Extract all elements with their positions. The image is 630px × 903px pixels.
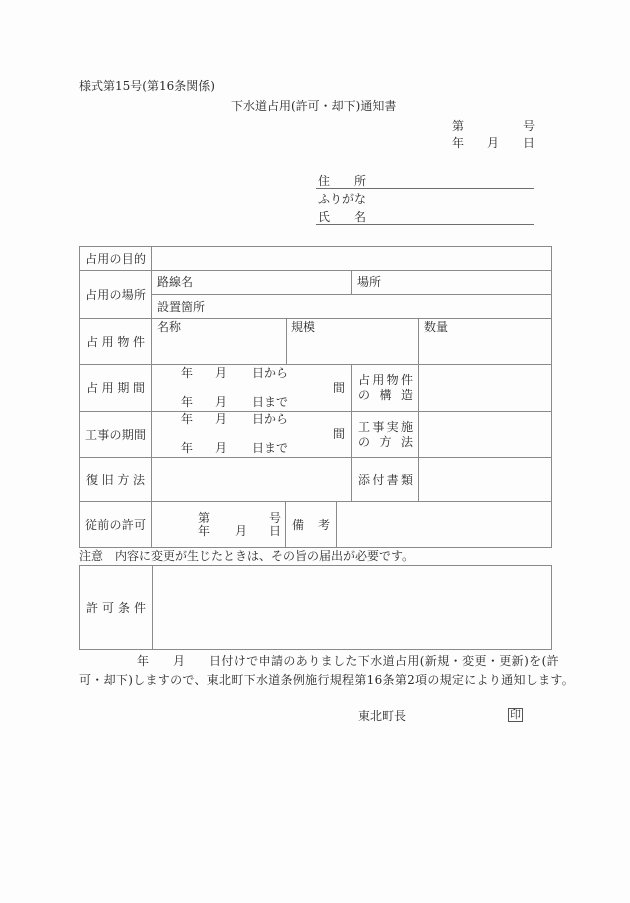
period-from-year: 年 bbox=[181, 366, 194, 380]
issuer-title: 東北町長 bbox=[358, 709, 407, 723]
period-suffix: 間 bbox=[333, 381, 346, 395]
restoration-label: 復旧方法 bbox=[86, 472, 145, 487]
attachments-value-cell[interactable] bbox=[418, 457, 552, 502]
construction-from-day: 日から bbox=[252, 412, 289, 426]
period-label-cell bbox=[79, 364, 152, 412]
location-label: 占用の場所 bbox=[85, 287, 146, 302]
doc-no-suffix: 号 bbox=[523, 119, 536, 133]
body-line1-rest: 日付けで申請のありました下水道占用(新規・変更・更新)を(許 bbox=[209, 654, 560, 668]
construction-to-month: 月 bbox=[215, 441, 228, 455]
period-to-month: 月 bbox=[215, 395, 228, 409]
construction-suffix: 間 bbox=[333, 427, 346, 441]
object-name-label: 名称 bbox=[157, 320, 182, 334]
purpose-label: 占用の目的 bbox=[85, 251, 146, 266]
address-field[interactable] bbox=[316, 188, 534, 189]
previous-permit-label: 従前の許可 bbox=[85, 517, 146, 532]
previous-permit-label-cell bbox=[79, 501, 152, 548]
method-label-line2: の方法 bbox=[358, 435, 413, 449]
construction-from-year: 年 bbox=[181, 412, 194, 426]
object-scale-cell[interactable] bbox=[286, 318, 419, 365]
attachments-label-cell bbox=[351, 457, 419, 502]
change-notice: 注意 内容に変更が生じたときは、その旨の届出が必要です。 bbox=[79, 549, 415, 563]
name-field[interactable] bbox=[316, 224, 534, 225]
installation-site-cell[interactable] bbox=[151, 294, 552, 319]
object-quantity-label: 数量 bbox=[424, 320, 449, 334]
previous-permit-day: 日 bbox=[269, 524, 282, 538]
method-label-cell bbox=[351, 411, 419, 458]
route-name-label: 路線名 bbox=[157, 275, 194, 289]
place-cell[interactable] bbox=[351, 270, 552, 295]
document-title: 下水道占用(許可・却下)通知書 bbox=[231, 99, 397, 113]
previous-permit-month: 月 bbox=[235, 524, 248, 538]
construction-to-year: 年 bbox=[181, 441, 194, 455]
previous-permit-no-prefix: 第 bbox=[198, 511, 211, 525]
form-number: 様式第15号(第16条関係) bbox=[79, 79, 215, 93]
date-day: 日 bbox=[523, 136, 536, 150]
body-year: 年 bbox=[137, 654, 150, 668]
object-label-cell bbox=[79, 318, 152, 365]
period-from-day: 日から bbox=[252, 366, 289, 380]
attachments-label: 添付書類 bbox=[358, 472, 413, 487]
period-to-year: 年 bbox=[181, 395, 194, 409]
construction-to-day: 日まで bbox=[252, 441, 289, 455]
method-label-line1: 工事実施 bbox=[358, 420, 413, 434]
furigana-label: ふりがな bbox=[318, 192, 367, 206]
object-quantity-cell[interactable] bbox=[418, 318, 552, 365]
seal-stamp: 印 bbox=[510, 708, 521, 721]
address-label-2: 所 bbox=[354, 174, 367, 188]
construction-period-value-cell[interactable] bbox=[151, 411, 352, 458]
location-label-cell bbox=[79, 270, 152, 319]
date-year: 年 bbox=[452, 136, 465, 150]
address-label-1: 住 bbox=[318, 174, 331, 188]
construction-period-label: 工事の期間 bbox=[85, 427, 146, 442]
structure-value-cell[interactable] bbox=[418, 364, 552, 412]
method-value-cell[interactable] bbox=[418, 411, 552, 458]
construction-period-label-cell bbox=[79, 411, 152, 458]
place-label: 場所 bbox=[357, 275, 382, 289]
structure-label-line2: の構造 bbox=[358, 388, 413, 402]
purpose-value-cell[interactable] bbox=[151, 246, 552, 271]
period-from-month: 月 bbox=[215, 366, 228, 380]
restoration-value-cell[interactable] bbox=[151, 457, 352, 502]
restoration-label-cell bbox=[79, 457, 152, 502]
object-label: 占用物件 bbox=[86, 334, 145, 349]
structure-label-line1: 占用物件 bbox=[358, 373, 413, 387]
remarks-label: 備考 bbox=[292, 517, 330, 532]
construction-from-month: 月 bbox=[215, 412, 228, 426]
period-label: 占用期間 bbox=[86, 381, 145, 395]
previous-permit-no-suffix: 号 bbox=[269, 511, 282, 525]
installation-site-label: 設置箇所 bbox=[157, 300, 206, 314]
object-scale-label: 規模 bbox=[291, 320, 316, 334]
previous-permit-year: 年 bbox=[198, 524, 211, 538]
conditions-value-cell[interactable] bbox=[152, 565, 552, 650]
purpose-label-cell bbox=[79, 246, 152, 271]
body-month: 月 bbox=[173, 654, 186, 668]
remarks-value-cell[interactable] bbox=[336, 501, 552, 548]
conditions-label-cell bbox=[79, 565, 153, 650]
period-value-cell[interactable] bbox=[151, 364, 352, 412]
period-to-day: 日まで bbox=[252, 395, 289, 409]
route-name-cell[interactable] bbox=[151, 270, 352, 295]
remarks-label-cell bbox=[285, 501, 337, 548]
body-line2: 可・却下)しますので、東北町下水道条例施行規程第16条第2項の規定により通知します。 bbox=[79, 673, 574, 687]
conditions-label: 許可条件 bbox=[86, 600, 146, 615]
name-label-2: 名 bbox=[354, 210, 367, 224]
doc-no-prefix: 第 bbox=[452, 119, 465, 133]
name-label-1: 氏 bbox=[318, 210, 331, 224]
previous-permit-value-cell[interactable] bbox=[151, 501, 286, 548]
structure-label-cell bbox=[351, 364, 419, 412]
date-month: 月 bbox=[487, 136, 500, 150]
object-name-cell[interactable] bbox=[151, 318, 287, 365]
